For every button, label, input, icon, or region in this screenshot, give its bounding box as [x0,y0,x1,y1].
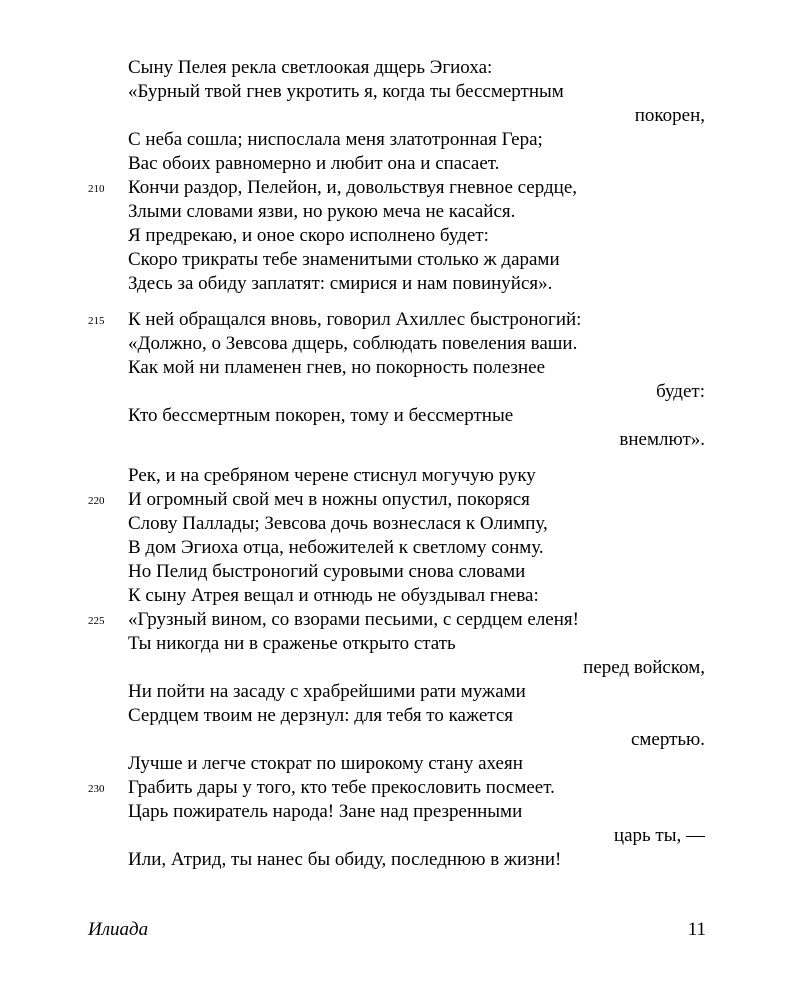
verse-line: Ты никогда ни в сраженье открыто стать [128,633,456,654]
verse-line: Кончи раздор, Пелейон, и, довольствуя гневное сердце, [128,177,577,198]
verse-line: «Должно, о Зевсова дщерь, соблюдать повеления ваши. [128,333,578,354]
verse-line: Грабить дары у того, кто тебе прекословить посмеет. [128,777,555,798]
verse-line: «Грузный вином, со взорами песьими, с сердцем еленя! [128,609,579,630]
verse-line: К сыну Атрея вещал и отнюдь не обуздывал гнева: [128,585,539,606]
verse-line: Скоро трикраты тебе знаменитыми столько ж дарами [128,249,560,270]
verse-line: Вас обоих равномерно и любит она и спасает. [128,153,500,174]
line-number: 230 [88,783,105,795]
line-number: 210 [88,183,105,195]
verse-line: Сыну Пелея рекла светлоокая дщерь Эгиоха: [128,57,493,78]
line-number: 220 [88,495,105,507]
page-number: 11 [687,919,706,940]
verse-line: Или, Атрид, ты нанес бы обиду, последнюю в жизни! [128,849,562,870]
verse-line: царь ты, — [613,825,705,846]
verse-line: перед войском, [583,657,705,678]
verse-line: покорен, [634,105,705,126]
verse-line: Рек, и на сребряном черене стиснул могучую руку [128,465,536,486]
line-number: 215 [88,315,105,327]
verse-line: Здесь за обиду заплатят: смирися и нам повинуйся». [128,273,553,294]
verse-line: Сердцем твоим не дерзнул: для тебя то кажется [128,705,514,726]
verse-line: С неба сошла; ниспослала меня златотронная Гера; [128,129,543,150]
verse-line: К ней обращался вновь, говорил Ахиллес быстроногий: [128,309,582,330]
verse-line: Я предрекаю, и оное скоро исполнено будет: [128,225,489,246]
verse-line: будет: [656,381,705,402]
verse-line: Но Пелид быстроногий суровыми снова словами [128,561,526,582]
running-footer-title: Илиада [88,919,149,940]
verse-line: Как мой ни пламенен гнев, но покорность полезнее [128,357,546,378]
verse-line: Ни пойти на засаду с храбрейшими рати мужами [128,681,526,702]
verse-line: «Бурный твой гнев укротить я, когда ты бессмертным [128,81,564,102]
verse-line: Слову Паллады; Зевсова дочь вознеслася к Олимпу, [128,513,548,534]
verse-line: Царь пожиратель народа! Зане над презренными [128,801,523,822]
verse-line: внемлют». [619,429,705,450]
verse-line: И огромный свой меч в ножны опустил, покоряся [128,489,530,510]
verse-line: Кто бессмертным покорен, тому и бессмертные [128,405,514,426]
verse-line: Злыми словами язви, но рукою меча не касайся. [128,201,516,222]
verse-line: Лучше и легче стократ по широкому стану ахеян [128,753,523,774]
line-number: 225 [88,615,105,627]
verse-line: В дом Эгиоха отца, небожителей к светлому сонму. [128,537,544,558]
verse-line: смертью. [630,729,705,750]
